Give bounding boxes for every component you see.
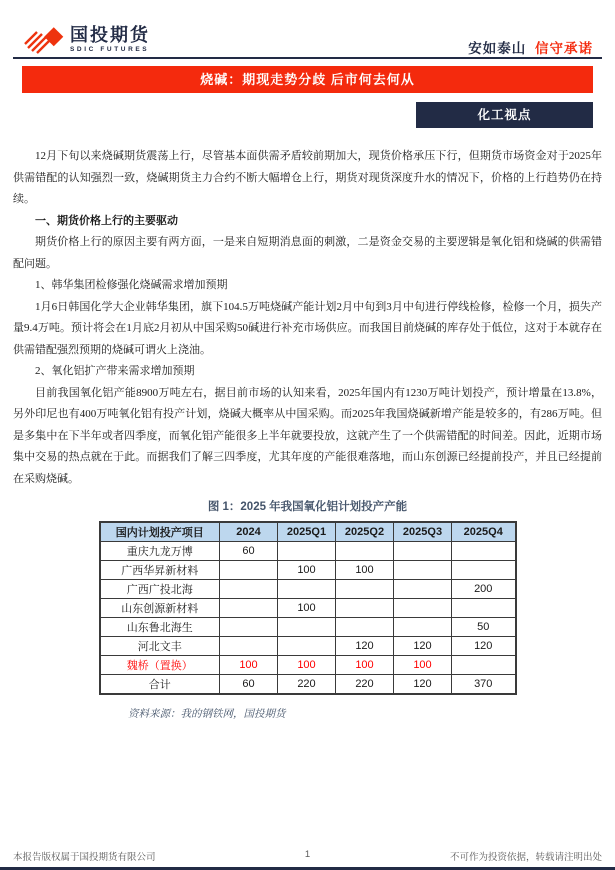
table-cell — [394, 542, 452, 561]
table-cell: 120 — [336, 637, 394, 656]
table-row — [100, 637, 516, 656]
section-heading-1: 一、期货价格上行的主要驱动 — [35, 214, 178, 227]
brand-name: 国投期货 — [70, 25, 150, 46]
table-cell — [220, 618, 278, 637]
table-cell — [394, 580, 452, 599]
footer-copyright: 本报告版权属于国投期货有限公司 — [13, 849, 156, 863]
table-row-highlighted — [100, 656, 516, 675]
table-header-cell: 2024 — [220, 522, 278, 542]
table-cell: 广西华昇新材料 — [100, 561, 220, 580]
table-cell — [278, 618, 336, 637]
table-cell — [278, 580, 336, 599]
table-row — [100, 561, 516, 580]
table-cell — [394, 599, 452, 618]
table-header-row — [100, 522, 516, 542]
table-cell — [452, 656, 516, 675]
table-header-cell: 2025Q3 — [394, 522, 452, 542]
table-row — [100, 618, 516, 637]
table-cell: 120 — [452, 637, 516, 656]
paragraph-drivers: 期货价格上行的原因主要有两方面，一是来自短期消息面的刺激，二是资金交易的主要逻辑是氧化铝和烧碱的供需错配问题。 — [13, 236, 602, 270]
brand-block — [22, 23, 150, 57]
page-footer — [13, 849, 602, 863]
table-cell — [336, 599, 394, 618]
slogan-accent: 信守承诺 — [535, 41, 593, 56]
table-cell: 山东鲁北海生 — [100, 618, 220, 637]
table-cell: 河北文丰 — [100, 637, 220, 656]
table-cell: 重庆九龙万博 — [100, 542, 220, 561]
paragraph-hanwha: 1月6日韩国化学大企业韩华集团，旗下104.5万吨烧碱产能计划2月中旬到3月中旬进行停线检修，检修一个月，损失产量9.4万吨。预计将会在1月底2月初从中国采购50碱进行补充市场供应。而我国目前烧碱的库存处于低位，这对于本就存在供需错配强烈预期的烧碱可谓火上浇油。 — [13, 300, 602, 356]
data-source-note: 资料来源：我的钢铁网，国投期货 — [128, 709, 286, 720]
table-cell — [220, 599, 278, 618]
table-cell: 100 — [336, 656, 394, 675]
table-cell: 100 — [278, 599, 336, 618]
table-row — [100, 580, 516, 599]
table-cell: 山东创源新材料 — [100, 599, 220, 618]
paragraph-alumina: 目前我国氧化铝产能8900万吨左右，据目前市场的认知来看，2025年国内有1230万吨计划投产，预计增量在13.8%，另外印尼也有400万吨氧化铝有投产计划，烧碱大概率从中国采购。而2025年我国烧碱新增产能是较多的，有286万吨。但是多集中在下半年或者四季度，而氧化铝产能很多上半年就要投放，这就产生了一个供需错配的时间差。因此，近期市场集中交易的热点就在于此。而据我们了解三四季度，尤其年度的产能很难落地，而山东创源已经提前投产，并且已经提前在采购烧碱。 — [13, 386, 602, 485]
table-cell: 60 — [220, 542, 278, 561]
report-body — [13, 146, 602, 721]
sdic-logo-icon — [22, 23, 66, 57]
table-cell — [220, 580, 278, 599]
header-divider — [13, 57, 602, 59]
category-badge: 化工视点 — [416, 102, 593, 128]
table-cell — [336, 618, 394, 637]
page-number: 1 — [304, 849, 311, 860]
table-row-total — [100, 675, 516, 695]
table-cell — [452, 561, 516, 580]
table-cell: 60 — [220, 675, 278, 695]
table-cell: 220 — [278, 675, 336, 695]
slogan-primary: 安如泰山 — [468, 41, 527, 56]
table-cell: 100 — [394, 656, 452, 675]
table-cell: 200 — [452, 580, 516, 599]
table-cell: 120 — [394, 637, 452, 656]
table-cell — [336, 542, 394, 561]
table-cell: 120 — [394, 675, 452, 695]
table-row — [100, 542, 516, 561]
table-header-cell: 2025Q2 — [336, 522, 394, 542]
footer-disclaimer: 不可作为投资依据，转载请注明出处 — [450, 849, 602, 863]
table-cell: 合计 — [100, 675, 220, 695]
table-cell — [220, 561, 278, 580]
table-cell — [278, 542, 336, 561]
table-cell: 广西广投北海 — [100, 580, 220, 599]
capacity-table — [99, 521, 517, 695]
brand-subname: SDIC FUTURES — [70, 46, 150, 54]
table-cell — [336, 580, 394, 599]
subsection-heading-1: 1、韩华集团检修强化烧碱需求增加预期 — [35, 279, 228, 291]
table-cell: 370 — [452, 675, 516, 695]
table-cell — [220, 637, 278, 656]
logo-text — [70, 26, 150, 54]
table-cell: 50 — [452, 618, 516, 637]
table-cell: 100 — [336, 561, 394, 580]
paragraph-intro: 12月下旬以来烧碱期货震荡上行，尽管基本面供需矛盾较前期加大，现货价格承压下行，但期货市场资金对于2025年供需错配的认知强烈一致，烧碱期货主力合约不断大幅增仓上行，期货对现货深度升水的情况下，价格的上行趋势仍在持续。 — [13, 150, 602, 205]
report-title-banner: 烧碱：期现走势分歧 后市何去何从 — [22, 66, 593, 93]
table-cell — [452, 542, 516, 561]
table-cell — [278, 637, 336, 656]
table-header-cell: 2025Q4 — [452, 522, 516, 542]
table-cell: 100 — [220, 656, 278, 675]
figure-title: 图 1：2025 年我国氧化铝计划投产产能 — [207, 501, 408, 513]
table-header-cell: 国内计划投产项目 — [100, 522, 220, 542]
table-row — [100, 599, 516, 618]
brand-slogan — [468, 37, 593, 57]
table-cell — [394, 561, 452, 580]
table-cell — [452, 599, 516, 618]
table-cell: 魏桥（置换） — [100, 656, 220, 675]
table-header-cell: 2025Q1 — [278, 522, 336, 542]
table-cell: 100 — [278, 656, 336, 675]
subsection-heading-2: 2、氧化铝扩产带来需求增加预期 — [35, 365, 195, 377]
table-cell — [394, 618, 452, 637]
table-cell: 220 — [336, 675, 394, 695]
table-cell: 100 — [278, 561, 336, 580]
